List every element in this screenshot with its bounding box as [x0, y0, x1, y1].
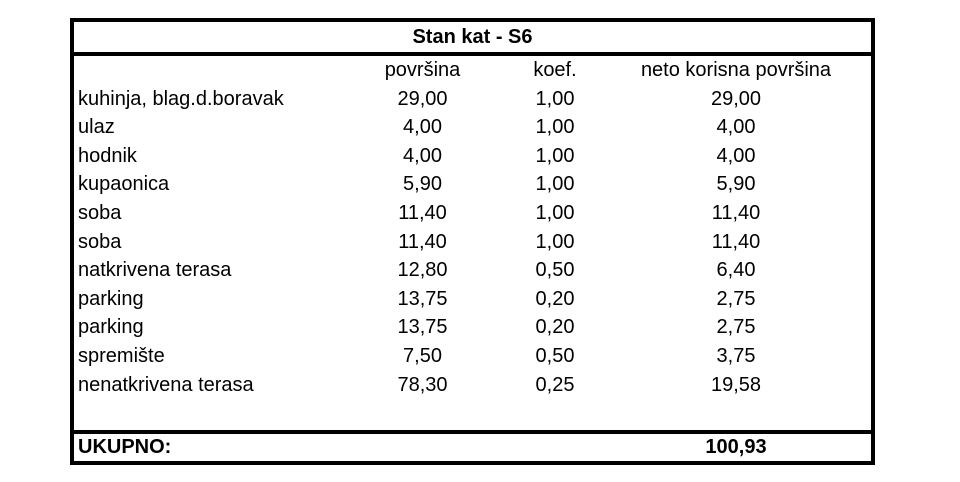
koef-value: 0,50 [535, 259, 575, 282]
header-povrsina: površina [384, 59, 461, 81]
table-row [74, 113, 871, 142]
neto-value: 29,00 [710, 87, 762, 110]
povrsina-value: 11,40 [398, 230, 447, 253]
room-label: parking [78, 316, 144, 339]
room-label: ulaz [78, 116, 115, 139]
neto-value: 11,40 [711, 230, 761, 253]
neto-value: 19,58 [710, 373, 762, 396]
koef-value: 1,00 [535, 144, 575, 167]
room-label: natkrivena terasa [78, 259, 232, 282]
povrsina-value: 13,75 [397, 316, 448, 339]
koef-value: 1,00 [535, 230, 575, 253]
table-header-row [74, 56, 871, 85]
header-koef: koef. [533, 59, 577, 81]
table-row [74, 313, 871, 342]
povrsina-value: 5,90 [403, 173, 442, 196]
neto-value: 3,75 [716, 344, 756, 367]
koef-value: 0,20 [535, 316, 575, 339]
neto-value: 11,40 [711, 201, 761, 224]
room-label: kuhinja, blag.d.boravak [78, 87, 284, 110]
total-label: UKUPNO: [78, 436, 172, 458]
povrsina-value: 12,80 [397, 259, 448, 282]
header-neto-korisna-povrsina: neto korisna površina [640, 59, 832, 81]
koef-value: 0,20 [535, 287, 575, 310]
koef-value: 1,00 [535, 87, 575, 110]
room-label: kupaonica [78, 173, 170, 196]
area-table [70, 18, 875, 465]
povrsina-value: 7,50 [403, 344, 442, 367]
table-row [74, 342, 871, 371]
neto-value: 2,75 [716, 287, 756, 310]
neto-value: 4,00 [716, 144, 756, 167]
empty-row [74, 399, 871, 430]
table-title: Stan kat - S6 [74, 22, 871, 56]
table-row [74, 256, 871, 285]
table-row [74, 85, 871, 114]
room-label: nenatkrivena terasa [78, 373, 254, 396]
neto-value: 4,00 [716, 116, 756, 139]
koef-value: 1,00 [535, 173, 575, 196]
neto-value: 2,75 [716, 316, 756, 339]
table-row [74, 199, 871, 228]
total-value: 100,93 [705, 436, 767, 458]
room-label: hodnik [78, 144, 137, 167]
room-label: soba [78, 201, 122, 224]
povrsina-value: 29,00 [397, 87, 448, 110]
table-row [74, 170, 871, 199]
table-row [74, 285, 871, 314]
koef-value: 1,00 [535, 201, 575, 224]
table-row [74, 228, 871, 257]
povrsina-value: 4,00 [403, 116, 442, 139]
room-label: spremište [78, 344, 165, 367]
koef-value: 0,25 [535, 373, 575, 396]
povrsina-value: 78,30 [397, 373, 448, 396]
koef-value: 1,00 [535, 116, 575, 139]
neto-value: 6,40 [716, 259, 756, 282]
povrsina-value: 4,00 [403, 144, 442, 167]
koef-value: 0,50 [535, 344, 575, 367]
total-row [74, 430, 871, 461]
room-label: soba [78, 230, 122, 253]
table-row [74, 142, 871, 171]
neto-value: 5,90 [716, 173, 756, 196]
room-label: parking [78, 287, 144, 310]
povrsina-value: 11,40 [398, 201, 447, 224]
table-row [74, 371, 871, 400]
povrsina-value: 13,75 [397, 287, 448, 310]
